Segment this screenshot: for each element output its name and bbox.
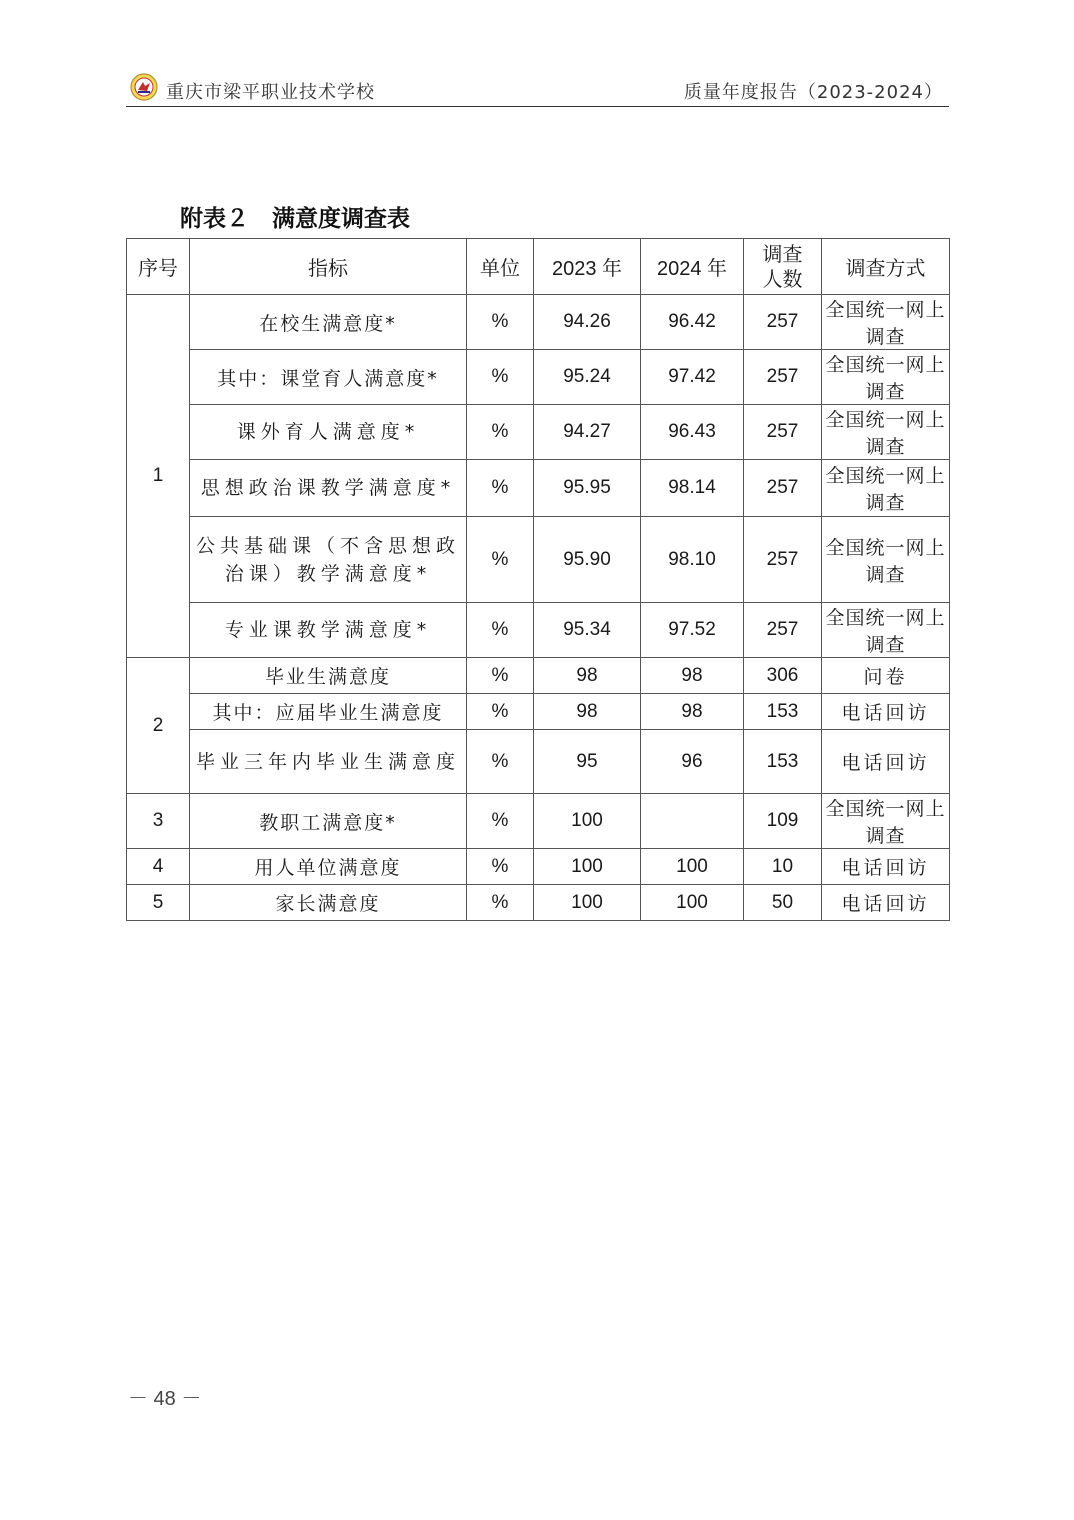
indicator-cell: 用人单位满意度 [190, 849, 467, 885]
indicator-cell: 毕业三年内毕业生满意度 [190, 730, 467, 794]
header-respondents-line1: 调查 [762, 241, 803, 266]
respondents-cell: 306 [744, 658, 822, 694]
value-2024-cell: 98.10 [641, 517, 744, 603]
header-method: 调查方式 [822, 239, 950, 295]
method-cell: 全国统一网上调查 [822, 460, 950, 517]
seq-cell: 2 [127, 658, 190, 794]
value-2024-cell: 96.42 [641, 295, 744, 350]
method-cell: 电话回访 [822, 730, 950, 794]
header-2024: 2024 年 [641, 239, 744, 295]
satisfaction-survey-table [126, 238, 950, 921]
value-2024-cell: 100 [641, 849, 744, 885]
value-2023-cell: 94.26 [534, 295, 641, 350]
indicator-cell: 毕业生满意度 [190, 658, 467, 694]
respondents-cell: 153 [744, 694, 822, 730]
table-row [127, 460, 950, 517]
value-2024-cell: 97.52 [641, 603, 744, 658]
header-unit: 单位 [467, 239, 534, 295]
indicator-cell: 在校生满意度* [190, 295, 467, 350]
value-2023-cell: 95.95 [534, 460, 641, 517]
header-indicator: 指标 [190, 239, 467, 295]
header-respondents [744, 239, 822, 295]
seq-cell: 3 [127, 794, 190, 849]
method-cell: 全国统一网上调查 [822, 295, 950, 350]
indicator-cell: 课外育人满意度* [190, 405, 467, 460]
unit-cell: % [467, 849, 534, 885]
respondents-cell: 109 [744, 794, 822, 849]
page-number: － 48 － [128, 1388, 202, 1410]
respondents-cell: 257 [744, 460, 822, 517]
value-2024-cell: 98 [641, 694, 744, 730]
unit-cell: % [467, 885, 534, 921]
table-row [127, 849, 950, 885]
method-cell: 电话回访 [822, 849, 950, 885]
value-2023-cell: 100 [534, 849, 641, 885]
value-2024-cell: 97.42 [641, 350, 744, 405]
unit-cell: % [467, 350, 534, 405]
report-title: 质量年度报告（2023-2024） [683, 82, 943, 103]
respondents-cell: 257 [744, 603, 822, 658]
header-respondents-line2: 人数 [762, 266, 803, 291]
unit-cell: % [467, 517, 534, 603]
unit-cell: % [467, 405, 534, 460]
seq-cell: 1 [127, 295, 190, 658]
indicator-cell: 思想政治课教学满意度* [190, 460, 467, 517]
method-cell: 电话回访 [822, 694, 950, 730]
value-2023-cell: 100 [534, 794, 641, 849]
table-row [127, 295, 950, 350]
value-2023-cell: 95 [534, 730, 641, 794]
method-cell: 全国统一网上调查 [822, 603, 950, 658]
respondents-cell: 257 [744, 405, 822, 460]
value-2024-cell [641, 794, 744, 849]
method-cell: 全国统一网上调查 [822, 794, 950, 849]
table-row [127, 658, 950, 694]
page-header [126, 70, 949, 107]
method-cell: 全国统一网上调查 [822, 350, 950, 405]
table-row [127, 885, 950, 921]
unit-cell: % [467, 694, 534, 730]
value-2024-cell: 98.14 [641, 460, 744, 517]
indicator-cell: 其中：应届毕业生满意度 [190, 694, 467, 730]
method-cell: 问卷 [822, 658, 950, 694]
unit-cell: % [467, 603, 534, 658]
value-2023-cell: 94.27 [534, 405, 641, 460]
value-2023-cell: 95.24 [534, 350, 641, 405]
respondents-cell: 257 [744, 350, 822, 405]
table-title: 附表２ 满意度调查表 [180, 206, 410, 232]
school-name: 重庆市梁平职业技术学校 [166, 82, 375, 103]
method-cell: 电话回访 [822, 885, 950, 921]
respondents-cell: 10 [744, 849, 822, 885]
respondents-cell: 153 [744, 730, 822, 794]
value-2023-cell: 98 [534, 658, 641, 694]
method-cell: 全国统一网上调查 [822, 405, 950, 460]
indicator-cell: 其中：课堂育人满意度* [190, 350, 467, 405]
unit-cell: % [467, 794, 534, 849]
table-row [127, 694, 950, 730]
value-2024-cell: 100 [641, 885, 744, 921]
unit-cell: % [467, 730, 534, 794]
unit-cell: % [467, 658, 534, 694]
table-row [127, 405, 950, 460]
table-header-row [127, 239, 950, 295]
table-row [127, 730, 950, 794]
header-2023: 2023 年 [534, 239, 641, 295]
value-2023-cell: 100 [534, 885, 641, 921]
respondents-cell: 257 [744, 517, 822, 603]
respondents-cell: 50 [744, 885, 822, 921]
value-2023-cell: 98 [534, 694, 641, 730]
indicator-cell: 专业课教学满意度* [190, 603, 467, 658]
method-cell: 全国统一网上调查 [822, 517, 950, 603]
seq-cell: 4 [127, 849, 190, 885]
seq-cell: 5 [127, 885, 190, 921]
indicator-cell: 公共基础课（不含思想政治课）教学满意度* [190, 517, 467, 603]
unit-cell: % [467, 295, 534, 350]
table-row [127, 350, 950, 405]
value-2023-cell: 95.90 [534, 517, 641, 603]
unit-cell: % [467, 460, 534, 517]
table-row [127, 603, 950, 658]
value-2023-cell: 95.34 [534, 603, 641, 658]
header-seq: 序号 [127, 239, 190, 295]
value-2024-cell: 98 [641, 658, 744, 694]
table-row [127, 517, 950, 603]
table-row [127, 794, 950, 849]
school-logo-icon [130, 73, 158, 101]
respondents-cell: 257 [744, 295, 822, 350]
indicator-cell: 教职工满意度* [190, 794, 467, 849]
indicator-cell: 家长满意度 [190, 885, 467, 921]
value-2024-cell: 96.43 [641, 405, 744, 460]
value-2024-cell: 96 [641, 730, 744, 794]
